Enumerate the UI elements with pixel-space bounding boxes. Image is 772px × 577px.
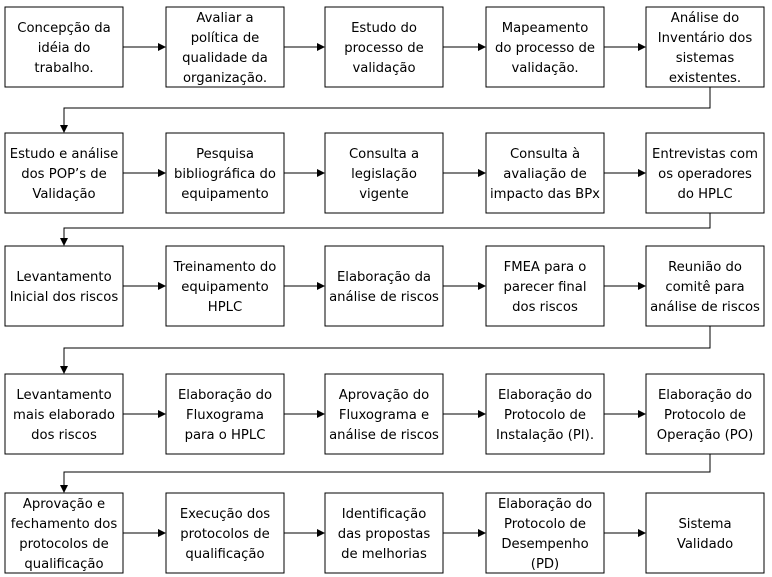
flow-step-label-line: Treinamento do bbox=[173, 260, 277, 275]
flow-step-label-line: Protocolo de bbox=[504, 517, 586, 532]
flow-row-connector bbox=[64, 87, 710, 132]
flow-step bbox=[166, 133, 284, 213]
flow-step bbox=[166, 493, 284, 573]
flow-step-label-line: Estudo e análise bbox=[9, 147, 119, 162]
flow-step bbox=[5, 493, 123, 573]
flow-step bbox=[486, 7, 604, 87]
flow-step-label-line: vigente bbox=[359, 187, 409, 202]
flow-step bbox=[325, 493, 443, 573]
flow-step-label-line: Fluxograma e bbox=[338, 408, 430, 423]
flow-step-label-line: organização. bbox=[182, 71, 268, 86]
flow-step-label-line: Aprovação e bbox=[22, 497, 106, 512]
flow-step-label-line: FMEA para o bbox=[503, 260, 587, 275]
flow-step-label-line: Inventário dos bbox=[657, 31, 753, 46]
flow-step-label-line: análise de riscos bbox=[650, 300, 760, 315]
flow-step-label-line: processo de bbox=[344, 41, 424, 56]
flow-step-label-line: análise de riscos bbox=[329, 428, 439, 443]
flow-step bbox=[486, 374, 604, 454]
flow-steps bbox=[5, 7, 764, 573]
flow-step-label-line: protocolos de bbox=[180, 527, 270, 542]
flow-row-connector bbox=[64, 454, 710, 492]
flow-step-label-line: dos riscos bbox=[512, 300, 578, 315]
flow-step-box bbox=[325, 246, 443, 326]
flow-step-label-line: trabalho. bbox=[34, 61, 94, 76]
flow-step bbox=[646, 7, 764, 87]
flow-step-label-line: Inicial dos riscos bbox=[9, 290, 119, 305]
flow-step-label-line: Aprovação do bbox=[338, 388, 430, 403]
flow-step-label-line: protocolos de bbox=[19, 537, 109, 552]
flow-step-label-line: validação bbox=[352, 61, 416, 76]
flow-step-label-line: impacto das BPx bbox=[490, 187, 600, 202]
flow-step-label-line: Elaboração do bbox=[657, 388, 753, 403]
flow-step-label-line: Elaboração da bbox=[336, 270, 432, 285]
flow-step-label-line: dos POP’s de bbox=[21, 167, 107, 182]
flow-step-label-line: Estudo do bbox=[351, 21, 417, 36]
flow-step bbox=[486, 133, 604, 213]
flow-step-label-line: dos riscos bbox=[31, 428, 97, 443]
flow-step-label-line: de melhorias bbox=[341, 547, 427, 562]
flow-step bbox=[325, 7, 443, 87]
flow-step-label-line: parecer final bbox=[503, 280, 587, 295]
flow-step-label-line: Validado bbox=[676, 537, 734, 552]
flow-step-label-line: qualidade da bbox=[182, 51, 268, 66]
flow-step bbox=[646, 246, 764, 326]
flow-step-label-line: do processo de bbox=[494, 41, 596, 56]
flow-step-label-line: qualificação bbox=[185, 547, 265, 562]
flow-row-connector bbox=[64, 213, 710, 245]
flow-step-label-line: equipamento bbox=[181, 187, 269, 202]
flow-step-box bbox=[5, 246, 123, 326]
flow-step bbox=[166, 374, 284, 454]
flow-step-box bbox=[646, 493, 764, 573]
flow-step bbox=[5, 133, 123, 213]
flow-step bbox=[5, 246, 123, 326]
flow-step-label-line: Consulta à bbox=[509, 147, 581, 162]
flow-step-label-line: equipamento bbox=[181, 280, 269, 295]
flow-step-label-line: Elaboração do bbox=[177, 388, 273, 403]
flow-step-label-line: comitê para bbox=[665, 280, 745, 295]
flow-step-label-line: existentes. bbox=[668, 71, 742, 86]
flow-step-label-line: avaliação de bbox=[503, 167, 587, 182]
flow-step-label-line: fechamento dos bbox=[10, 517, 118, 532]
flow-step-label-line: os operadores bbox=[658, 167, 752, 182]
flow-step-label-line: Entrevistas com bbox=[652, 147, 758, 162]
flow-step bbox=[5, 374, 123, 454]
flow-step-label-line: bibliográfica do bbox=[174, 167, 276, 182]
flow-step-label-line: Concepção da bbox=[17, 21, 111, 36]
flow-step-label-line: Pesquisa bbox=[196, 147, 254, 162]
flow-step-label-line: Mapeamento bbox=[501, 21, 589, 36]
flow-step-label-line: Protocolo de bbox=[504, 408, 586, 423]
flow-step-label-line: Fluxograma bbox=[186, 408, 264, 423]
flow-step-label-line: Validação bbox=[32, 187, 96, 202]
flow-step-label-line: do HPLC bbox=[677, 187, 733, 202]
flow-step-label-line: legislação bbox=[351, 167, 417, 182]
flow-step bbox=[646, 493, 764, 573]
flow-step-label-line: (PD) bbox=[530, 557, 560, 572]
flow-row-connector bbox=[64, 326, 710, 373]
flow-step-label-line: sistemas bbox=[675, 51, 735, 66]
flow-step-label-line: Elaboração do bbox=[497, 497, 593, 512]
flow-step-label-line: Reunião do bbox=[668, 260, 742, 275]
flow-step-label-line: para o HPLC bbox=[184, 428, 266, 443]
flow-step bbox=[646, 374, 764, 454]
flow-step-label-line: Desempenho bbox=[501, 537, 589, 552]
flow-step-label-line: Consulta a bbox=[348, 147, 420, 162]
flow-step-label-line: Identificação bbox=[341, 507, 427, 522]
flow-step-label-line: Levantamento bbox=[16, 388, 112, 403]
flow-step-label-line: Execução dos bbox=[179, 507, 271, 522]
flow-step-label-line: Operação (PO) bbox=[656, 428, 754, 443]
flow-step-label-line: HPLC bbox=[207, 300, 243, 315]
flow-step-label-line: Sistema bbox=[678, 517, 732, 532]
flow-step-label-line: idéia do bbox=[37, 41, 91, 56]
flow-step bbox=[325, 133, 443, 213]
flow-step-label-line: qualificação bbox=[24, 557, 104, 572]
flow-step bbox=[166, 7, 284, 87]
flow-step bbox=[325, 246, 443, 326]
flow-step-label-line: Instalação (PI). bbox=[495, 428, 595, 443]
flow-step-label-line: das propostas bbox=[337, 527, 431, 542]
flow-step bbox=[646, 133, 764, 213]
flow-step-label-line: política de bbox=[190, 31, 260, 46]
flow-step-label-line: análise de riscos bbox=[329, 290, 439, 305]
flow-step-label-line: Levantamento bbox=[16, 270, 112, 285]
flow-step-label-line: Análise do bbox=[670, 11, 740, 26]
flow-step-label-line: Avaliar a bbox=[196, 11, 254, 26]
flow-step-label-line: mais elaborado bbox=[13, 408, 115, 423]
flow-step bbox=[486, 246, 604, 326]
flow-step bbox=[166, 246, 284, 326]
flow-step bbox=[5, 7, 123, 87]
flow-step bbox=[486, 493, 604, 573]
flow-step-label-line: Elaboração do bbox=[497, 388, 593, 403]
flow-step bbox=[325, 374, 443, 454]
flow-step-label-line: Protocolo de bbox=[664, 408, 746, 423]
flow-step-label-line: validação. bbox=[511, 61, 579, 76]
